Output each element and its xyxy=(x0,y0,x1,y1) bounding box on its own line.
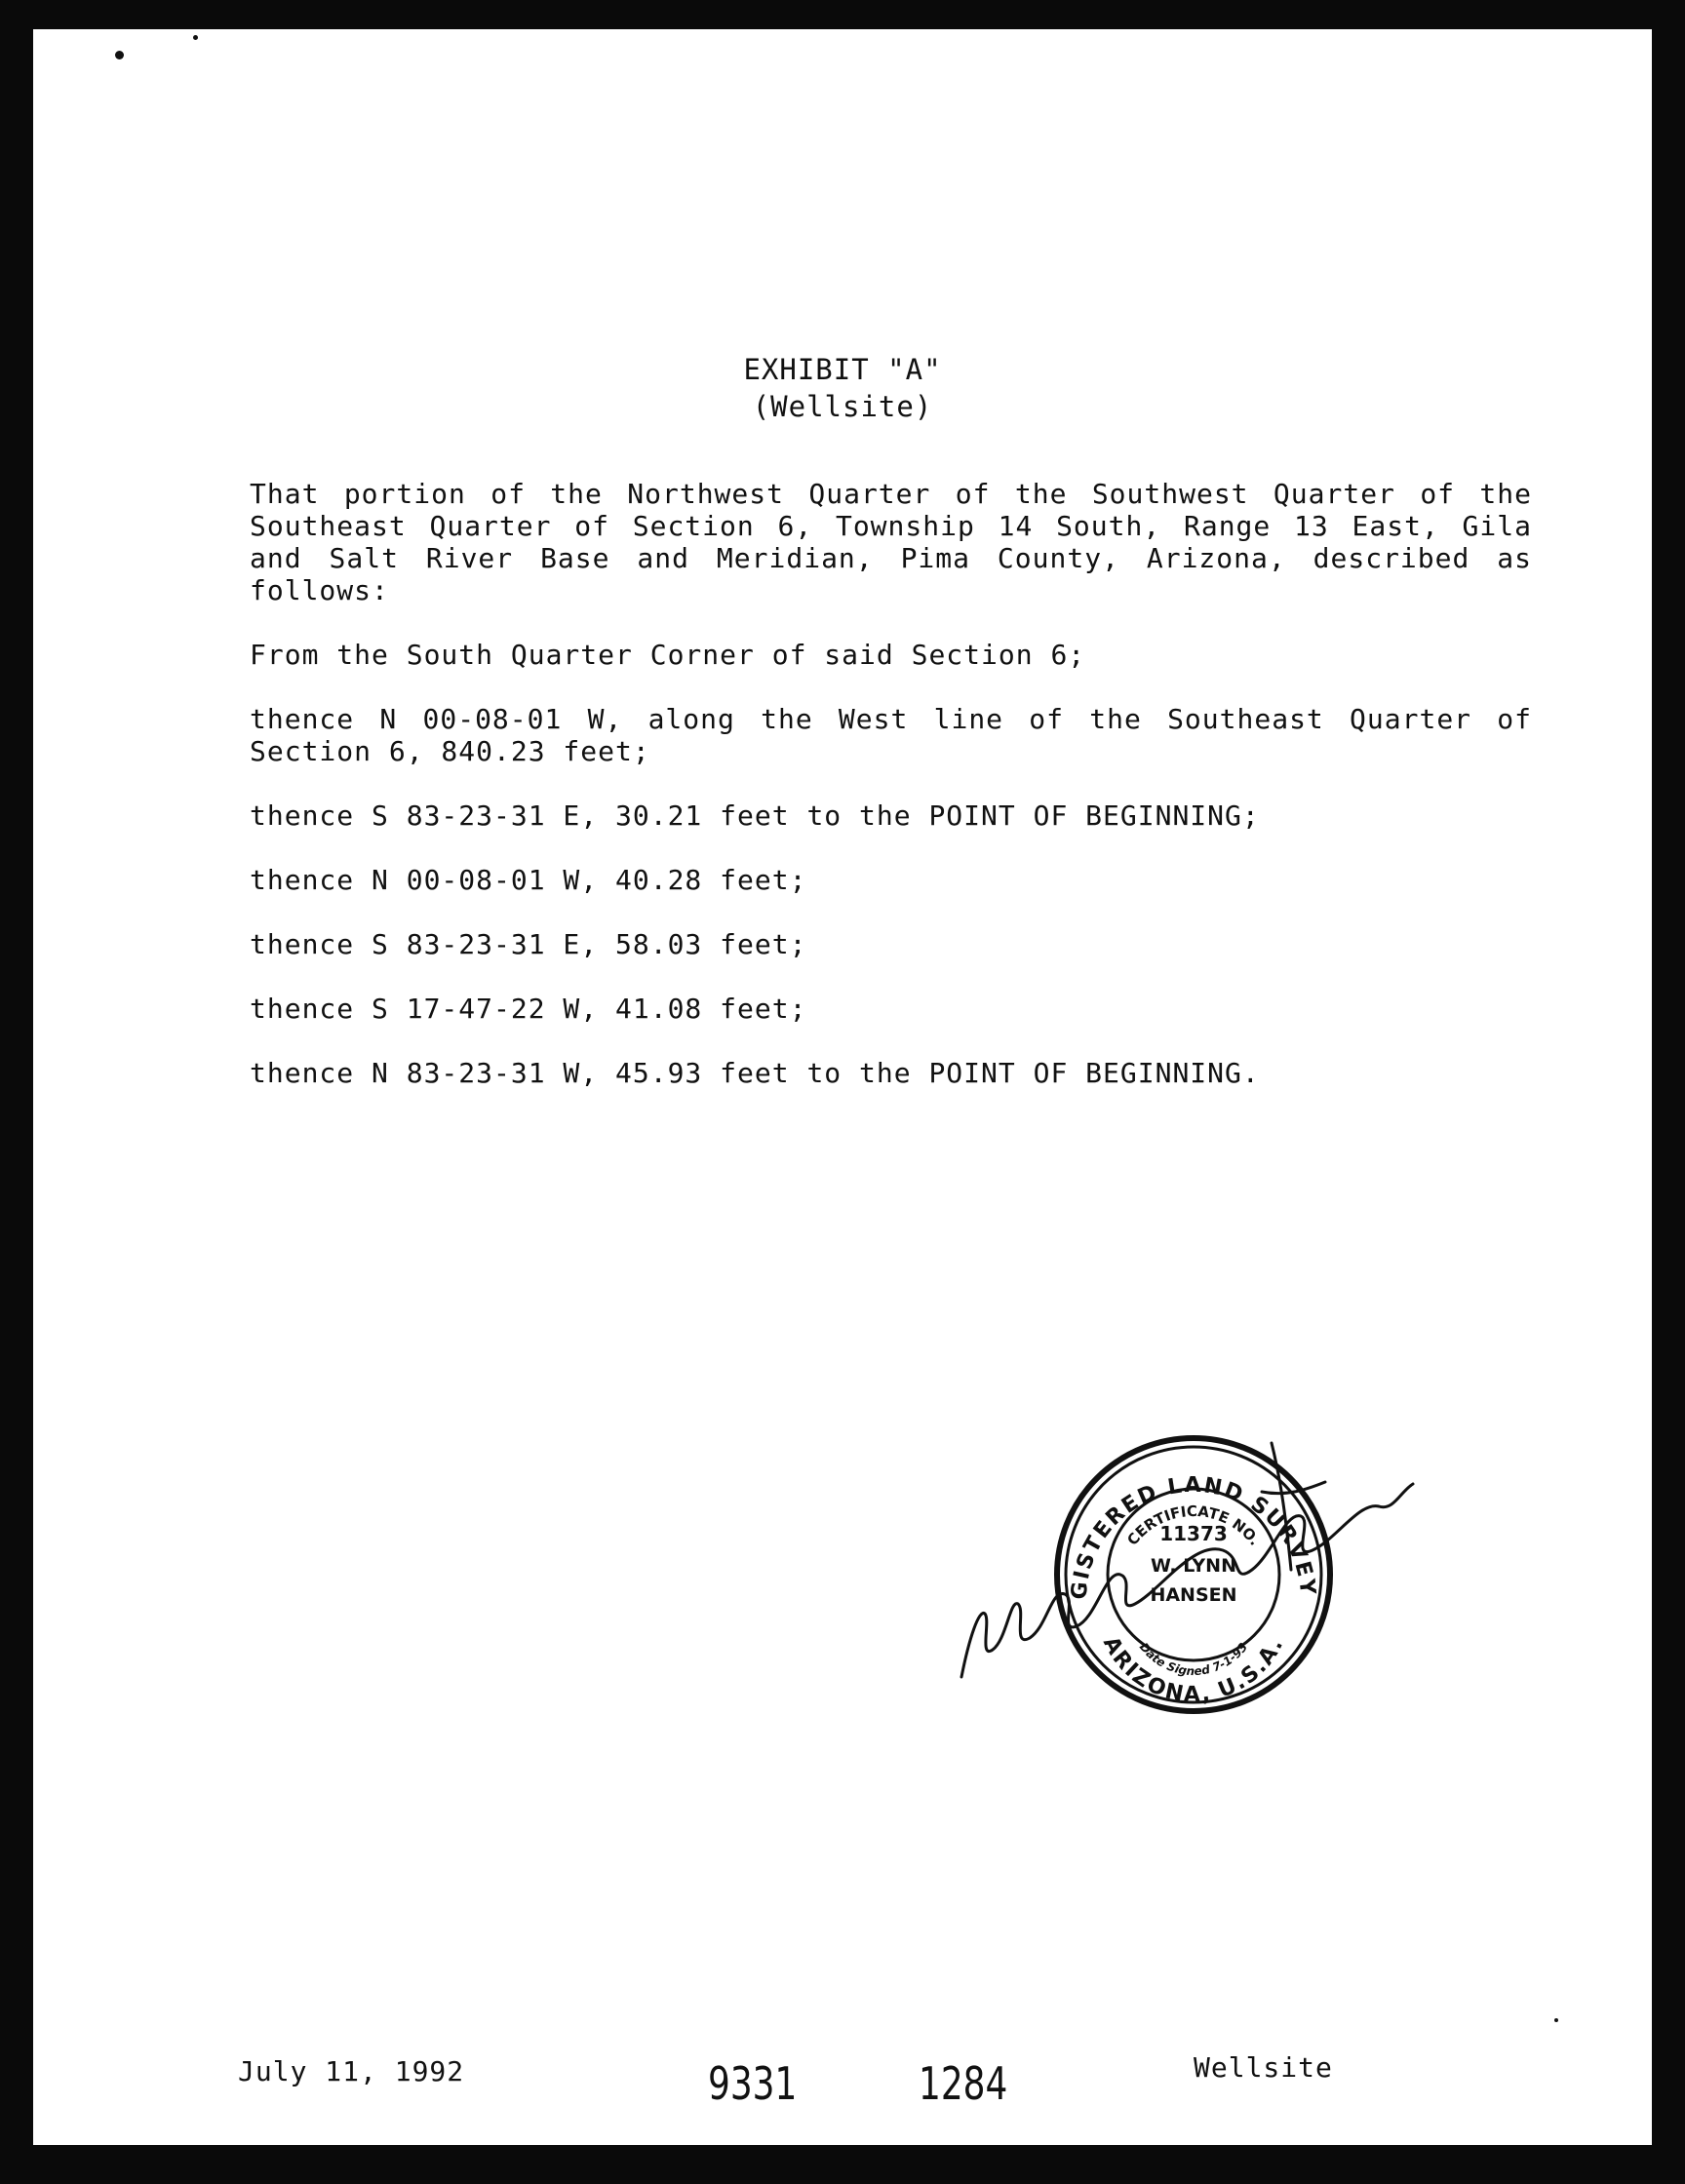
footer-date: July 11, 1992 xyxy=(238,2055,465,2087)
scan-speck xyxy=(115,51,124,59)
description-paragraph: thence S 17-47-22 W, 41.08 feet; xyxy=(250,993,807,1025)
recording-number-2: 1284 xyxy=(919,2057,1008,2110)
exhibit-subtitle: (Wellsite) xyxy=(752,390,933,423)
seal-inner-text: CERTIFICATE NO. xyxy=(1123,1502,1264,1549)
seal-name-line1: W. LYNN xyxy=(1151,1555,1236,1577)
description-paragraph: thence S 83-23-31 E, 30.21 feet to the POINT OF BEGINNING; xyxy=(250,800,1260,832)
seal-certificate-number: 11373 xyxy=(1159,1522,1228,1545)
surveyor-seal xyxy=(950,1404,1418,1736)
svg-text:REGISTERED LAND SURVEYOR xyxy=(950,1404,1319,1601)
description-paragraph: thence S 83-23-31 E, 58.03 feet; xyxy=(250,928,807,960)
description-paragraph: thence N 00-08-01 W, along the West line of the Southeast Quarter of Section 6, 840.23 feet; xyxy=(250,703,1532,767)
exhibit-title: EXHIBIT "A" xyxy=(743,353,942,386)
scan-speck xyxy=(1554,2018,1558,2022)
document-page xyxy=(33,29,1652,2145)
seal-bottom-text: ARIZONA, U.S.A. xyxy=(1097,1632,1289,1708)
legal-description xyxy=(250,478,1532,1121)
scan-speck xyxy=(193,35,198,40)
seal-graphic xyxy=(950,1404,1418,1736)
recording-number-1: 9331 xyxy=(708,2057,798,2110)
description-paragraph: That portion of the Northwest Quarter of the Southwest Quarter of the Southeast Quarter of Section 6, Township 14 South, Range 13 East, Gila and Salt River Base and Meridian, Pima County, Arizona, described as follows: xyxy=(250,478,1532,606)
description-paragraph: thence N 00-08-01 W, 40.28 feet; xyxy=(250,864,807,896)
seal-outer-text: GISTERED LAND SURVEY xyxy=(1067,1472,1320,1601)
seal-name-line2: HANSEN xyxy=(1150,1584,1237,1606)
description-paragraph: From the South Quarter Corner of said Section 6; xyxy=(250,639,1086,671)
seal-date-signed: Date Signed 7-1-93 xyxy=(1136,1640,1251,1679)
description-paragraph: thence N 83-23-31 W, 45.93 feet to the POINT OF BEGINNING. xyxy=(250,1057,1260,1089)
exhibit-heading xyxy=(33,351,1652,425)
footer-label: Wellsite xyxy=(1194,2051,1333,2084)
